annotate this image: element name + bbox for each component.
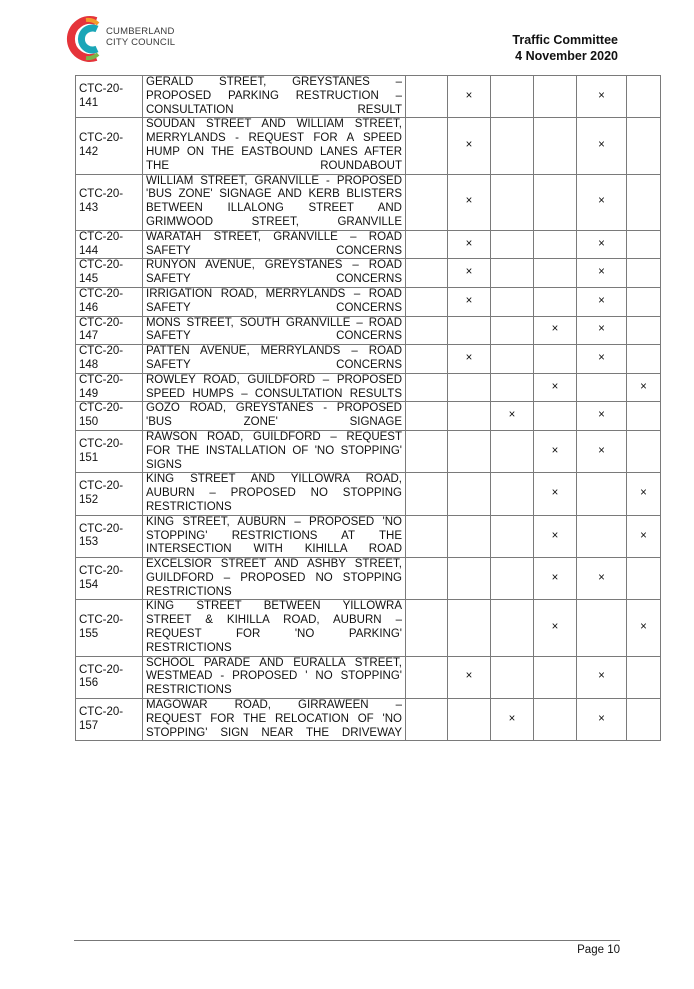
item-reference <box>76 402 143 431</box>
mark-cell <box>534 76 577 118</box>
mark-cell <box>577 174 627 230</box>
item-reference <box>76 656 143 698</box>
item-reference <box>76 699 143 741</box>
mark-cell <box>627 316 661 345</box>
mark-cell <box>491 76 534 118</box>
mark-cell <box>448 473 491 515</box>
table-row <box>76 118 661 174</box>
mark-cell <box>534 345 577 374</box>
mark-cell <box>534 656 577 698</box>
item-subject-line: STOPPING' RESTRICTIONS AT THE <box>146 529 402 542</box>
item-subject <box>143 600 406 656</box>
document-header <box>512 32 618 64</box>
cross-mark-icon: × <box>465 237 473 250</box>
mark-cell <box>406 430 448 472</box>
cross-mark-icon: × <box>551 621 559 634</box>
mark-cell <box>491 316 534 345</box>
item-reference <box>76 345 143 374</box>
committee-title: Traffic Committee <box>512 33 618 47</box>
item-subject <box>143 287 406 316</box>
item-subject <box>143 174 406 230</box>
item-reference-line: 152 <box>79 494 99 506</box>
mark-cell <box>406 373 448 402</box>
mark-cell <box>577 345 627 374</box>
table-row <box>76 430 661 472</box>
table-row <box>76 287 661 316</box>
item-reference-line: 151 <box>79 451 99 464</box>
table-row <box>76 259 661 288</box>
item-subject <box>143 402 406 431</box>
item-reference-line: 150 <box>79 416 99 429</box>
item-subject <box>143 118 406 174</box>
item-reference-line: 153 <box>79 536 99 549</box>
mark-cell <box>627 600 661 656</box>
mark-cell <box>406 174 448 230</box>
item-reference-line: 157 <box>79 719 99 732</box>
mark-cell <box>491 473 534 515</box>
mark-cell <box>448 515 491 557</box>
item-subject <box>143 656 406 698</box>
item-subject-line: KING STREET AND YILLOWRA ROAD, <box>146 473 402 486</box>
mark-cell <box>534 558 577 600</box>
item-reference <box>76 473 143 515</box>
mark-cell <box>448 430 491 472</box>
mark-cell <box>491 402 534 431</box>
mark-cell <box>448 76 491 118</box>
cross-mark-icon: × <box>465 266 473 279</box>
item-subject-line: ROWLEY ROAD, GUILDFORD – PROPOSED <box>146 373 402 386</box>
logo-line1: CUMBERLAND <box>106 26 175 37</box>
mark-cell <box>491 259 534 288</box>
item-subject-line: SIGNS <box>146 458 182 471</box>
item-subject-line: KING STREET BETWEEN YILLOWRA <box>146 600 402 613</box>
item-reference-line: 146 <box>79 301 99 314</box>
mark-cell <box>406 699 448 741</box>
table-row <box>76 174 661 230</box>
mark-cell <box>534 287 577 316</box>
item-subject-line: SPEED HUMPS – CONSULTATION RESULTS <box>146 387 402 400</box>
mark-cell <box>627 656 661 698</box>
item-subject-line: MONS STREET, SOUTH GRANVILLE – ROAD <box>146 316 402 329</box>
mark-cell <box>627 76 661 118</box>
mark-cell <box>627 118 661 174</box>
mark-cell <box>406 230 448 259</box>
table-row <box>76 699 661 741</box>
table-row <box>76 316 661 345</box>
cross-mark-icon: × <box>465 195 473 208</box>
item-subject-line: GOZO ROAD, GREYSTANES - PROPOSED <box>146 402 402 415</box>
mark-cell <box>534 373 577 402</box>
mark-cell <box>448 259 491 288</box>
mark-cell <box>577 287 627 316</box>
item-reference-line: CTC-20- <box>79 564 124 577</box>
mark-cell <box>577 259 627 288</box>
mark-cell <box>627 558 661 600</box>
mark-cell <box>627 402 661 431</box>
mark-cell <box>534 174 577 230</box>
table-row <box>76 656 661 698</box>
mark-cell <box>577 515 627 557</box>
cross-mark-icon: × <box>551 487 559 500</box>
cross-mark-icon: × <box>551 571 559 584</box>
mark-cell <box>448 230 491 259</box>
item-subject-line: STREET & KIHILLA ROAD, AUBURN – <box>146 614 402 627</box>
cross-mark-icon: × <box>465 294 473 307</box>
item-subject <box>143 345 406 374</box>
cross-mark-icon: × <box>598 195 605 208</box>
item-subject-line: WESTMEAD - PROPOSED ' NO STOPPING' <box>146 670 402 683</box>
item-reference-line: 155 <box>79 628 99 641</box>
item-reference-line: 141 <box>79 96 99 109</box>
item-subject-line: GRIMWOOD STREET, GRANVILLE <box>146 215 402 228</box>
item-subject-line: PATTEN AVENUE, MERRYLANDS – ROAD <box>146 345 402 358</box>
cross-mark-icon: × <box>508 712 516 725</box>
mark-cell <box>448 345 491 374</box>
mark-cell <box>406 76 448 118</box>
cross-mark-icon: × <box>598 323 605 336</box>
cross-mark-icon: × <box>551 529 559 542</box>
item-reference-line: CTC-20- <box>79 132 124 145</box>
item-subject-line: STOPPING' SIGN NEAR THE DRIVEWAY <box>146 726 402 739</box>
cross-mark-icon: × <box>598 444 605 457</box>
page-number: Page 10 <box>577 944 620 956</box>
mark-cell <box>406 473 448 515</box>
mark-cell <box>406 259 448 288</box>
item-subject-line: IRRIGATION ROAD, MERRYLANDS – ROAD <box>146 287 402 300</box>
cross-mark-icon: × <box>640 621 647 634</box>
mark-cell <box>627 230 661 259</box>
mark-cell <box>448 558 491 600</box>
item-subject-line: SAFETY CONCERNS <box>146 244 402 257</box>
mark-cell <box>406 287 448 316</box>
item-reference-line: CTC-20- <box>79 373 124 386</box>
mark-cell <box>577 600 627 656</box>
cross-mark-icon: × <box>640 380 647 393</box>
mark-cell <box>534 699 577 741</box>
mark-cell <box>534 118 577 174</box>
mark-cell <box>491 515 534 557</box>
mark-cell <box>534 515 577 557</box>
item-subject <box>143 473 406 515</box>
item-subject-line: SAFETY CONCERNS <box>146 330 402 343</box>
item-reference-line: CTC-20- <box>79 402 124 415</box>
mark-cell <box>448 402 491 431</box>
item-subject-line: 'BUS ZONE' SIGNAGE <box>146 416 402 429</box>
cross-mark-icon: × <box>598 237 605 250</box>
item-reference-line: 144 <box>79 244 99 257</box>
item-subject-line: SCHOOL PARADE AND EURALLA STREET, <box>146 656 402 669</box>
mark-cell <box>627 699 661 741</box>
mark-cell <box>406 345 448 374</box>
item-subject-line: EXCELSIOR STREET AND ASHBY STREET, <box>146 558 402 571</box>
mark-cell <box>534 230 577 259</box>
item-subject-line: GUILDFORD – PROPOSED NO STOPPING <box>146 571 402 584</box>
meeting-date: 4 November 2020 <box>515 49 618 63</box>
item-reference <box>76 430 143 472</box>
item-subject <box>143 230 406 259</box>
cross-mark-icon: × <box>598 89 605 102</box>
table-row <box>76 515 661 557</box>
mark-cell <box>627 287 661 316</box>
item-reference-line: CTC-20- <box>79 345 124 358</box>
table-row <box>76 345 661 374</box>
cross-mark-icon: × <box>598 294 605 307</box>
item-reference-line: CTC-20- <box>79 259 124 272</box>
mark-cell <box>406 118 448 174</box>
item-subject-line: RESTRICTIONS <box>146 641 232 654</box>
item-reference <box>76 174 143 230</box>
mark-cell <box>577 402 627 431</box>
item-reference <box>76 558 143 600</box>
mark-cell <box>406 600 448 656</box>
table-row <box>76 558 661 600</box>
item-subject-line: SOUDAN STREET AND WILLIAM STREET, <box>146 118 402 131</box>
item-subject-line: 'BUS ZONE' SIGNAGE AND KERB BLISTERS <box>146 188 402 201</box>
item-reference-line: CTC-20- <box>79 614 124 627</box>
mark-cell <box>627 373 661 402</box>
cross-mark-icon: × <box>640 529 647 542</box>
items-table <box>75 75 661 741</box>
item-reference <box>76 118 143 174</box>
item-reference <box>76 600 143 656</box>
item-subject-line: REQUEST FOR THE RELOCATION OF 'NO <box>146 712 402 725</box>
item-reference-line: 156 <box>79 677 99 690</box>
mark-cell <box>491 287 534 316</box>
item-reference-line: CTC-20- <box>79 230 124 243</box>
item-reference-line: CTC-20- <box>79 188 124 201</box>
mark-cell <box>534 430 577 472</box>
cross-mark-icon: × <box>598 352 605 365</box>
mark-cell <box>491 558 534 600</box>
cross-mark-icon: × <box>465 352 473 365</box>
item-subject-line: INTERSECTION WITH KIHILLA ROAD <box>146 543 402 556</box>
item-subject-line: WARATAH STREET, GRANVILLE – ROAD <box>146 230 402 243</box>
cross-mark-icon: × <box>598 670 605 683</box>
mark-cell <box>534 473 577 515</box>
item-reference-line: CTC-20- <box>79 705 124 718</box>
mark-cell <box>577 430 627 472</box>
item-subject <box>143 558 406 600</box>
item-reference-line: 148 <box>79 358 99 371</box>
mark-cell <box>577 316 627 345</box>
item-subject <box>143 316 406 345</box>
mark-cell <box>627 259 661 288</box>
mark-cell <box>534 600 577 656</box>
item-subject-line: BETWEEN ILLALONG STREET AND <box>146 202 402 215</box>
item-subject <box>143 259 406 288</box>
item-subject-line: RESTRICTIONS <box>146 684 232 697</box>
cross-mark-icon: × <box>598 409 605 422</box>
table-row <box>76 230 661 259</box>
mark-cell <box>627 473 661 515</box>
item-reference-line: 147 <box>79 330 99 343</box>
item-subject-line: WILLIAM STREET, GRANVILLE - PROPOSED <box>146 174 402 187</box>
item-reference <box>76 259 143 288</box>
cross-mark-icon: × <box>551 444 559 457</box>
item-reference-line: CTC-20- <box>79 437 124 450</box>
item-reference <box>76 76 143 118</box>
mark-cell <box>627 174 661 230</box>
mark-cell <box>534 402 577 431</box>
item-subject <box>143 699 406 741</box>
table-row <box>76 402 661 431</box>
item-subject-line: RUNYON AVENUE, GREYSTANES – ROAD <box>146 259 402 272</box>
mark-cell <box>577 558 627 600</box>
table-row <box>76 373 661 402</box>
mark-cell <box>491 174 534 230</box>
item-reference-line: 142 <box>79 145 99 158</box>
item-reference-line: 143 <box>79 202 99 215</box>
mark-cell <box>627 345 661 374</box>
cross-mark-icon: × <box>598 139 605 152</box>
council-logo <box>66 12 196 66</box>
mark-cell <box>577 656 627 698</box>
item-reference <box>76 287 143 316</box>
item-subject <box>143 373 406 402</box>
item-subject-line: MERRYLANDS - REQUEST FOR A SPEED <box>146 132 402 145</box>
mark-cell <box>406 515 448 557</box>
item-reference <box>76 515 143 557</box>
item-reference-line: 154 <box>79 578 99 591</box>
item-reference-line: 145 <box>79 273 99 286</box>
mark-cell <box>448 118 491 174</box>
mark-cell <box>491 345 534 374</box>
cross-mark-icon: × <box>465 139 473 152</box>
mark-cell <box>491 430 534 472</box>
mark-cell <box>534 259 577 288</box>
item-subject-line: RESTRICTIONS <box>146 500 232 513</box>
item-reference-line: CTC-20- <box>79 522 124 535</box>
item-subject <box>143 515 406 557</box>
table-row <box>76 600 661 656</box>
footer-divider <box>74 940 620 941</box>
table-row <box>76 473 661 515</box>
mark-cell <box>448 287 491 316</box>
cross-mark-icon: × <box>598 266 605 279</box>
item-reference-line: CTC-20- <box>79 663 124 676</box>
mark-cell <box>406 316 448 345</box>
mark-cell <box>491 656 534 698</box>
item-reference-line: CTC-20- <box>79 287 124 300</box>
mark-cell <box>448 600 491 656</box>
table-row <box>76 76 661 118</box>
item-subject-line: RESTRICTIONS <box>146 585 232 598</box>
mark-cell <box>448 699 491 741</box>
mark-cell <box>577 118 627 174</box>
mark-cell <box>627 430 661 472</box>
item-reference <box>76 373 143 402</box>
item-subject-line: HUMP ON THE EASTBOUND LANES AFTER <box>146 145 402 158</box>
cross-mark-icon: × <box>598 571 605 584</box>
mark-cell <box>577 230 627 259</box>
item-subject-line: THE ROUNDABOUT <box>146 159 402 172</box>
item-subject-line: SAFETY CONCERNS <box>146 358 402 371</box>
cross-mark-icon: × <box>640 487 647 500</box>
item-subject-line: MAGOWAR ROAD, GIRRAWEEN – <box>146 699 402 712</box>
mark-cell <box>534 316 577 345</box>
mark-cell <box>406 402 448 431</box>
item-subject-line: RAWSON ROAD, GUILDFORD – REQUEST <box>146 430 402 443</box>
item-reference <box>76 230 143 259</box>
mark-cell <box>448 174 491 230</box>
item-reference <box>76 316 143 345</box>
item-subject-line: SAFETY CONCERNS <box>146 273 402 286</box>
cross-mark-icon: × <box>551 323 559 336</box>
item-subject-line: AUBURN – PROPOSED NO STOPPING <box>146 487 402 500</box>
mark-cell <box>491 600 534 656</box>
item-reference-line: CTC-20- <box>79 480 124 493</box>
item-subject-line: GERALD STREET, GREYSTANES – <box>146 76 402 88</box>
mark-cell <box>406 558 448 600</box>
mark-cell <box>577 373 627 402</box>
council-logo-icon <box>66 12 108 66</box>
council-logo-text <box>106 26 175 48</box>
item-reference-line: CTC-20- <box>79 82 124 95</box>
mark-cell <box>491 118 534 174</box>
mark-cell <box>577 76 627 118</box>
cross-mark-icon: × <box>551 380 559 393</box>
item-reference-line: 149 <box>79 387 99 400</box>
item-subject-line: KING STREET, AUBURN – PROPOSED 'NO <box>146 515 402 528</box>
item-subject-line: PROPOSED PARKING RESTRUCTION – <box>146 89 402 102</box>
item-subject <box>143 430 406 472</box>
logo-line2: CITY COUNCIL <box>106 37 176 48</box>
mark-cell <box>448 373 491 402</box>
mark-cell <box>627 515 661 557</box>
cross-mark-icon: × <box>598 712 605 725</box>
mark-cell <box>448 316 491 345</box>
item-subject-line: FOR THE INSTALLATION OF 'NO STOPPING' <box>146 444 402 457</box>
cross-mark-icon: × <box>465 670 473 683</box>
item-reference-line: CTC-20- <box>79 316 124 329</box>
item-subject-line: SAFETY CONCERNS <box>146 301 402 314</box>
mark-cell <box>491 373 534 402</box>
item-subject <box>143 76 406 118</box>
item-subject-line: CONSULTATION RESULT <box>146 103 402 116</box>
mark-cell <box>491 230 534 259</box>
mark-cell <box>491 699 534 741</box>
mark-cell <box>448 656 491 698</box>
cross-mark-icon: × <box>465 89 473 102</box>
item-subject-line: REQUEST FOR 'NO PARKING' <box>146 628 402 641</box>
mark-cell <box>577 699 627 741</box>
mark-cell <box>577 473 627 515</box>
cross-mark-icon: × <box>508 409 516 422</box>
mark-cell <box>406 656 448 698</box>
